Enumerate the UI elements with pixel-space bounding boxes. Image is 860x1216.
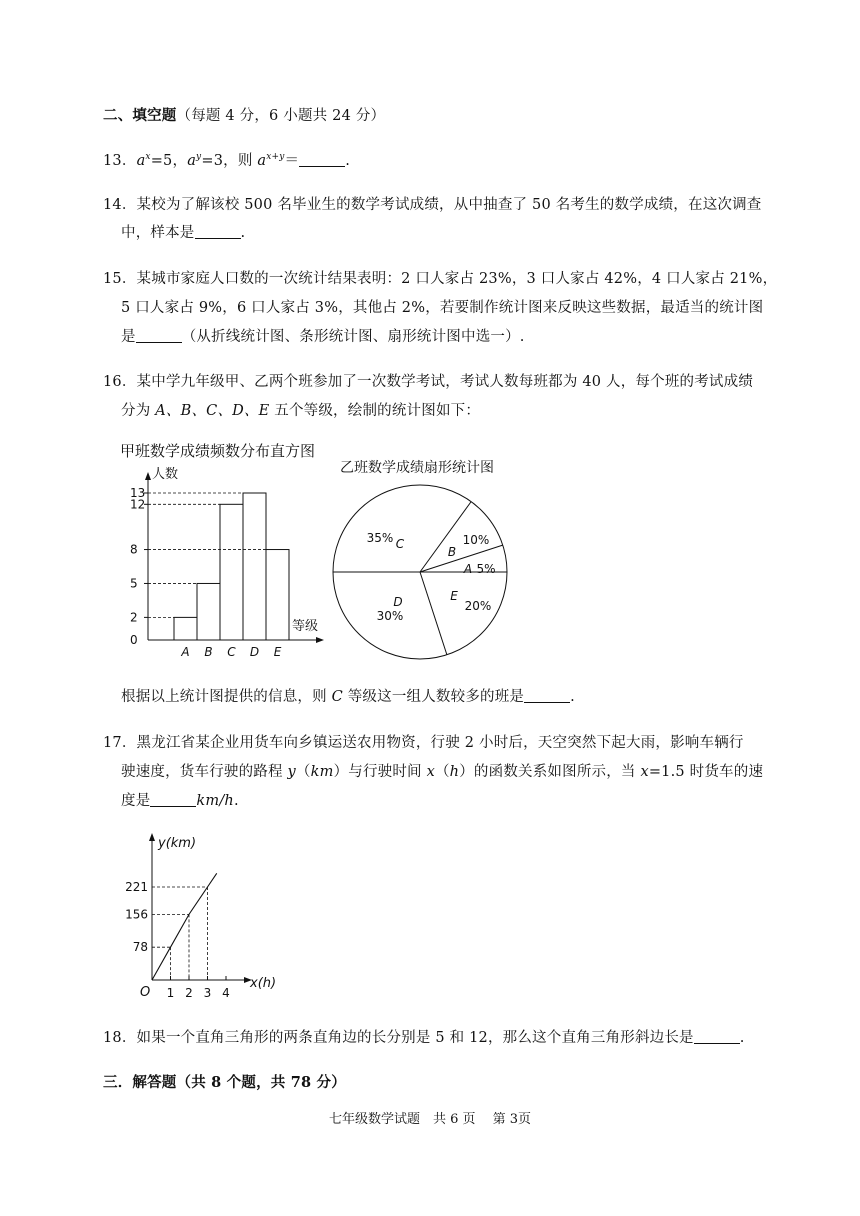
q14-line1: 14．某校为了解该校 500 名毕业生的数学考试成绩，从中抽查了 50 名考生的数学成绩，在这次调查 — [103, 197, 762, 213]
histogram-x-tick: E — [273, 645, 282, 658]
class-b-pie-chart — [328, 455, 518, 665]
q13-text2: =3，则 — [201, 153, 258, 169]
graph-y-tick: 156 — [125, 907, 148, 922]
q16-grade-c: C — [331, 689, 343, 705]
distance-time-graph — [118, 825, 288, 1000]
q16-end: . — [570, 689, 575, 705]
q13-answer-blank[interactable] — [299, 165, 345, 167]
section2-title: 二、填空题 — [103, 107, 177, 124]
pie-slice-percent: 20% — [464, 599, 492, 613]
q16-question-line — [121, 685, 575, 706]
pie-title: 乙班数学成绩扇形统计图 — [340, 460, 494, 476]
histogram-y-tick: 5 — [130, 576, 138, 591]
q17-paren: （ — [295, 764, 311, 780]
q17-text2: ）与行驶时间 — [333, 764, 427, 780]
q15-line3 — [121, 325, 525, 346]
histogram-y-tick: 0 — [130, 633, 138, 647]
q15-line1: 15．某城市家庭人口数的一次统计结果表明：2 口人家占 23%，3 口人家占 42%，4 口人家占 21%， — [103, 271, 778, 287]
q17-end: . — [233, 793, 239, 809]
q14-line2 — [121, 221, 245, 242]
q16-text2: 五个等级，绘制的统计图如下： — [269, 403, 481, 419]
pie-slice-label: B — [447, 545, 457, 559]
page-footer: 七年级数学试题 共 6 页 第 3页 — [328, 1112, 532, 1127]
histogram-y-tick: 2 — [130, 610, 138, 625]
q16-text4: 等级这一组人数较多的班是 — [342, 689, 525, 705]
q13-var2: a — [187, 153, 197, 169]
q17-unit-km: km — [310, 764, 334, 780]
graph-line — [152, 873, 217, 980]
section3-heading: 三．解答题（共 8 个题，共 78 分） — [103, 1074, 346, 1091]
pie-slice-percent: 30% — [376, 609, 404, 623]
graph-x-tick: 3 — [203, 986, 212, 1000]
q17-text5: 度是 — [121, 793, 151, 809]
q15-answer-blank[interactable] — [136, 341, 182, 343]
q13-text3: ＝ — [284, 153, 300, 169]
q15-line2: 5 口人家占 9%，6 口人家占 3%，其他占 2%，若要制作统计图来反映这些数据，最适当的统计图 — [121, 300, 764, 316]
pie-slice-percent: 10% — [462, 533, 490, 547]
histogram-y-tick: 13 — [130, 486, 146, 500]
histogram-x-tick: C — [227, 645, 236, 658]
question-18 — [103, 1026, 745, 1047]
class-a-histogram — [118, 438, 343, 658]
q16-text: 分为 — [121, 403, 156, 419]
q15-text2: （从折线统计图、条形统计图、扇形统计图中选一）. — [181, 329, 525, 345]
section2-heading — [103, 104, 385, 125]
q17-text4: =1.5 时货车的速 — [648, 764, 764, 780]
q13-exp2: y — [196, 152, 202, 163]
histogram-x-label: 等级 — [292, 619, 319, 634]
graph-y-tick: 221 — [125, 880, 148, 894]
histogram-bar — [266, 550, 289, 640]
q18-end: . — [739, 1030, 745, 1046]
q17-text: 驶速度，货车行驶的路程 — [121, 764, 288, 780]
section2-note: （每题 4 分，6 小题共 24 分） — [176, 108, 386, 124]
q17-answer-blank[interactable] — [150, 805, 196, 807]
q17-unit: km/h — [196, 793, 234, 809]
q17-line3 — [121, 789, 239, 810]
graph-x-tick: 1 — [166, 986, 175, 1000]
pie-slice-label: A — [463, 562, 473, 576]
q13-exp3: x+y — [266, 152, 285, 163]
q17-var-y: y — [287, 764, 296, 780]
graph-origin: O — [140, 985, 151, 1000]
q15-text: 是 — [121, 329, 136, 345]
pie-slice-label: E — [450, 589, 458, 603]
q17-var-x2: x — [640, 764, 649, 780]
graph-x-tick: 2 — [185, 986, 193, 1000]
q18-text: 18．如果一个直角三角形的两条直角边的长分别是 5 和 12，那么这个直角三角形斜边长是 — [103, 1030, 694, 1046]
histogram-x-tick: D — [249, 645, 260, 658]
q16-answer-blank[interactable] — [524, 701, 570, 703]
histogram-bar — [174, 617, 197, 640]
q13-exp: x — [145, 152, 151, 163]
q17-line1: 17．黑龙江省某企业用货车向乡镇运送农用物资，行驶 2 小时后，天空突然下起大雨，影响车辆行 — [103, 735, 744, 751]
q17-line2 — [121, 760, 763, 781]
graph-x-tick: 4 — [222, 986, 230, 1000]
q13-end: . — [345, 153, 351, 169]
histogram-x-tick: A — [181, 645, 190, 658]
pie-slice-percent: 35% — [366, 531, 394, 545]
q17-paren2: （ — [434, 764, 450, 780]
histogram-x-tick: B — [204, 645, 213, 658]
histogram-bar — [220, 504, 243, 640]
graph-y-tick: 78 — [132, 940, 148, 955]
histogram-bar — [243, 493, 266, 640]
question-13 — [103, 149, 350, 170]
q17-var-x: x — [426, 764, 435, 780]
pie-slice-percent: 5% — [476, 562, 496, 576]
q18-answer-blank[interactable] — [694, 1042, 740, 1044]
q16-text3: 根据以上统计图提供的信息，则 — [121, 689, 332, 705]
histogram-y-arrow — [145, 472, 151, 480]
histogram-x-arrow — [316, 637, 324, 643]
q16-grades: A、B、C、D、E — [155, 403, 270, 419]
q14-text: 中，样本是 — [121, 225, 195, 241]
histogram-bar — [197, 583, 220, 640]
q13-var: a — [136, 153, 146, 169]
histogram-y-tick: 8 — [130, 542, 138, 557]
q16-line1: 16．某中学九年级甲、乙两个班参加了一次数学考试，考试人数每班都为 40 人，每个班的考试成绩 — [103, 374, 754, 390]
pie-slice-label: C — [395, 537, 405, 551]
histogram-y-label: 人数 — [152, 467, 179, 482]
q17-unit-h: h — [449, 764, 460, 780]
histogram-y-tick: 12 — [130, 497, 146, 512]
graph-y-arrow — [149, 833, 155, 841]
histogram-title: 甲班数学成绩频数分布直方图 — [120, 442, 316, 460]
q14-end: . — [240, 225, 246, 241]
q13-text: =5， — [150, 153, 188, 169]
q14-answer-blank[interactable] — [195, 237, 241, 239]
q17-text3: ）的函数关系如图所示，当 — [459, 764, 641, 780]
q16-line2 — [121, 399, 480, 420]
pie-slice-label: D — [393, 595, 403, 609]
graph-y-label: y(km) — [158, 836, 197, 851]
q13-number: 13． — [103, 153, 137, 169]
q13-var3: a — [257, 153, 267, 169]
graph-x-label: x(h) — [250, 976, 277, 991]
